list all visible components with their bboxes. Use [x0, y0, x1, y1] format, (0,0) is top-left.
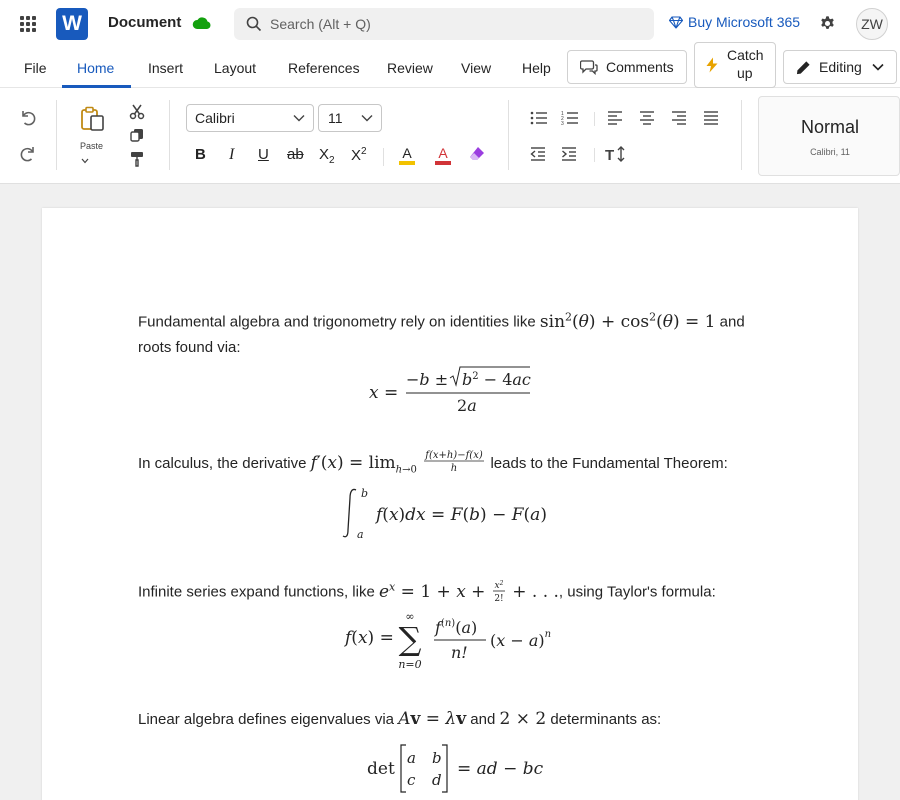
svg-text:a: a [357, 528, 364, 541]
paragraph-identities[interactable] [138, 304, 768, 360]
paragraph-text: and [719, 313, 745, 331]
document-title[interactable]: Document [108, 14, 182, 31]
math-derivative-limit: $f'(x) = \lim_{h\to 0}$ f(x+h)−f(x) h [310, 450, 484, 476]
paste-options-chevron-icon[interactable] [81, 158, 89, 164]
ribbon-divider [741, 100, 742, 170]
svg-text:3: 3 [561, 121, 564, 126]
svg-text:= ad − bc: = ad − bc [457, 759, 544, 779]
chevron-down-icon [361, 114, 373, 122]
align-center-icon[interactable] [639, 110, 655, 126]
svg-text:=: = [384, 383, 399, 403]
numbered-list-icon[interactable] [561, 110, 579, 126]
font-size-dropdown[interactable] [318, 104, 382, 132]
svg-text:b: b [361, 487, 369, 500]
svg-text:n=0: n=0 [398, 658, 422, 671]
math-matrix-size: 2 × 2 [499, 709, 547, 729]
search-input[interactable] [270, 16, 630, 32]
bold-button[interactable]: B [195, 146, 206, 163]
menu-bar [0, 48, 900, 88]
lightning-icon [705, 57, 719, 73]
diamond-icon [669, 15, 683, 29]
tab-references[interactable]: References [288, 60, 360, 76]
ribbon-divider [594, 148, 595, 162]
italic-button[interactable]: I [229, 146, 235, 163]
math-pythagorean-identity: $\sin^2(\theta) + \cos^2(\theta) = 1$ [539, 310, 716, 332]
increase-indent-icon[interactable] [561, 146, 577, 162]
cut-icon[interactable] [129, 104, 145, 120]
tab-insert[interactable]: Insert [148, 60, 184, 76]
tab-review[interactable]: Review [387, 60, 433, 76]
svg-text:2!: 2! [494, 593, 504, 604]
ribbon-divider [169, 100, 170, 170]
justify-icon[interactable] [703, 110, 719, 126]
svg-text:x: x [369, 383, 379, 403]
buy-label: Buy Microsoft 365 [688, 14, 801, 30]
math-fundamental-theorem [340, 486, 570, 542]
word-logo-icon[interactable]: W [56, 8, 88, 40]
math-quadratic-formula [364, 366, 544, 416]
style-gallery-normal[interactable] [758, 96, 900, 176]
font-color-icon[interactable] [434, 144, 452, 166]
style-font-description: Calibri, 11 [810, 147, 850, 157]
pencil-icon [796, 60, 811, 75]
svg-text:(x − a)n: $(x - a)^n$ [490, 629, 552, 650]
paragraph-text: roots found via: [138, 338, 241, 356]
superscript-base: X [351, 147, 362, 164]
svg-text:b: b [432, 749, 442, 767]
subscript-base: X [319, 146, 330, 163]
paragraph-text: and [470, 711, 496, 728]
style-name: Normal [800, 117, 859, 137]
comments-icon [580, 59, 598, 75]
buy-microsoft-365-link[interactable] [669, 14, 800, 30]
highlight-color-icon[interactable] [398, 144, 416, 166]
svg-text:1: 1 [561, 111, 564, 117]
clear-formatting-icon[interactable] [468, 145, 486, 163]
superscript-button[interactable] [351, 146, 367, 164]
svg-text:∑: ∑ [398, 620, 422, 658]
search-box[interactable] [234, 8, 654, 40]
strikethrough-button[interactable]: ab [287, 146, 304, 163]
superscript-mark: 2 [361, 146, 367, 157]
tab-help[interactable]: Help [522, 60, 551, 76]
svg-text:det: det [367, 759, 395, 779]
ribbon-divider [508, 100, 509, 170]
catch-up-button[interactable] [694, 42, 776, 88]
undo-icon[interactable] [19, 109, 37, 127]
comments-button[interactable] [567, 50, 687, 84]
paragraph-text: determinants as: [550, 711, 662, 728]
ribbon-divider [56, 100, 57, 170]
subscript-button[interactable] [319, 146, 335, 166]
svg-text:d: d [432, 771, 442, 789]
tab-layout[interactable]: Layout [214, 60, 257, 76]
bullet-list-icon[interactable] [530, 110, 548, 126]
editing-label: Editing [819, 59, 862, 75]
font-name-dropdown[interactable] [186, 104, 314, 132]
svg-text:A: A [402, 145, 412, 161]
svg-text:a: a [407, 749, 416, 767]
paragraph-eigenvalues[interactable] [138, 707, 768, 732]
gear-icon[interactable] [819, 15, 836, 32]
paragraph-text: leads to the Fundamental Theorem: [490, 455, 728, 472]
subscript-mark: 2 [329, 155, 335, 166]
math-determinant [362, 741, 552, 797]
document-page[interactable] [42, 208, 858, 800]
editing-mode-button[interactable] [783, 50, 897, 84]
svg-text:f(n)(a): $f^{(n)}(a)$ [435, 618, 478, 637]
tab-home[interactable]: Home [77, 60, 115, 76]
tab-file[interactable]: File [24, 60, 47, 76]
svg-text:A: A [438, 145, 448, 161]
font-size-value: 11 [328, 110, 343, 126]
align-right-icon[interactable] [671, 110, 687, 126]
svg-text:b2 − 4ac: $b^2 - 4ac$ [462, 370, 531, 389]
paragraph-text: In calculus, the derivative [138, 455, 307, 472]
paragraph-series[interactable] [138, 574, 768, 605]
svg-text:T: T [605, 147, 615, 163]
catch-up-label-line2: up [737, 65, 753, 81]
paragraph-text: Fundamental algebra and trigonometry rely on identities like [138, 313, 536, 331]
title-bar [0, 0, 900, 48]
svg-text:n!: n! [451, 643, 468, 662]
cloud-saved-icon[interactable] [192, 15, 212, 31]
ribbon-divider [594, 112, 595, 126]
tab-view[interactable]: View [461, 60, 492, 76]
math-eigenvalue-equation: Av = λv [398, 709, 467, 729]
format-painter-icon[interactable] [130, 151, 144, 167]
underline-button[interactable]: U [258, 146, 269, 163]
redo-icon[interactable] [19, 145, 37, 163]
paragraph-text: Linear algebra defines eigenvalues via [138, 711, 395, 728]
math-taylor-formula [340, 610, 570, 674]
copy-icon[interactable] [130, 128, 144, 142]
paste-label: Paste [80, 141, 104, 151]
chevron-down-icon [872, 63, 884, 71]
search-icon [246, 16, 262, 32]
svg-text:c: c [407, 771, 416, 789]
svg-text:2a: 2a [457, 396, 477, 415]
math-exponential-series: $e^x = 1 + x$ + $x^2$ 2! + . . . [378, 579, 559, 604]
line-spacing-icon[interactable] [605, 145, 627, 163]
paragraph-text: , using Taylor's formula: [558, 583, 716, 601]
svg-text:x2: $x^2$ [494, 579, 504, 591]
decrease-indent-icon[interactable] [530, 146, 546, 162]
svg-text:2: 2 [561, 116, 564, 122]
font-name-value: Calibri [195, 110, 235, 126]
catch-up-label-line1: Catch [727, 47, 764, 63]
ribbon-toolbar [0, 88, 900, 184]
paste-icon[interactable] [80, 106, 106, 132]
svg-text:f(x+h)−f(x): f(x+h)−f(x) [425, 450, 484, 461]
avatar[interactable]: ZW [856, 8, 888, 40]
align-left-icon[interactable] [607, 110, 623, 126]
svg-text:h: h [451, 463, 458, 474]
chevron-down-icon [293, 114, 305, 122]
svg-text:−b ±: −b ± [406, 370, 449, 389]
paragraph-text: Infinite series expand functions, like [138, 583, 375, 601]
app-launcher-icon[interactable] [20, 16, 36, 32]
svg-text:∞: ∞ [405, 610, 415, 623]
ribbon-divider [383, 148, 384, 166]
svg-text:f(x) =: f(x) = [345, 628, 394, 648]
svg-text:f(x)dx = F(b) − F(a): f(x)dx = F(b) − F(a) [376, 505, 547, 525]
comments-label: Comments [606, 59, 674, 75]
paragraph-derivative[interactable] [138, 448, 768, 482]
